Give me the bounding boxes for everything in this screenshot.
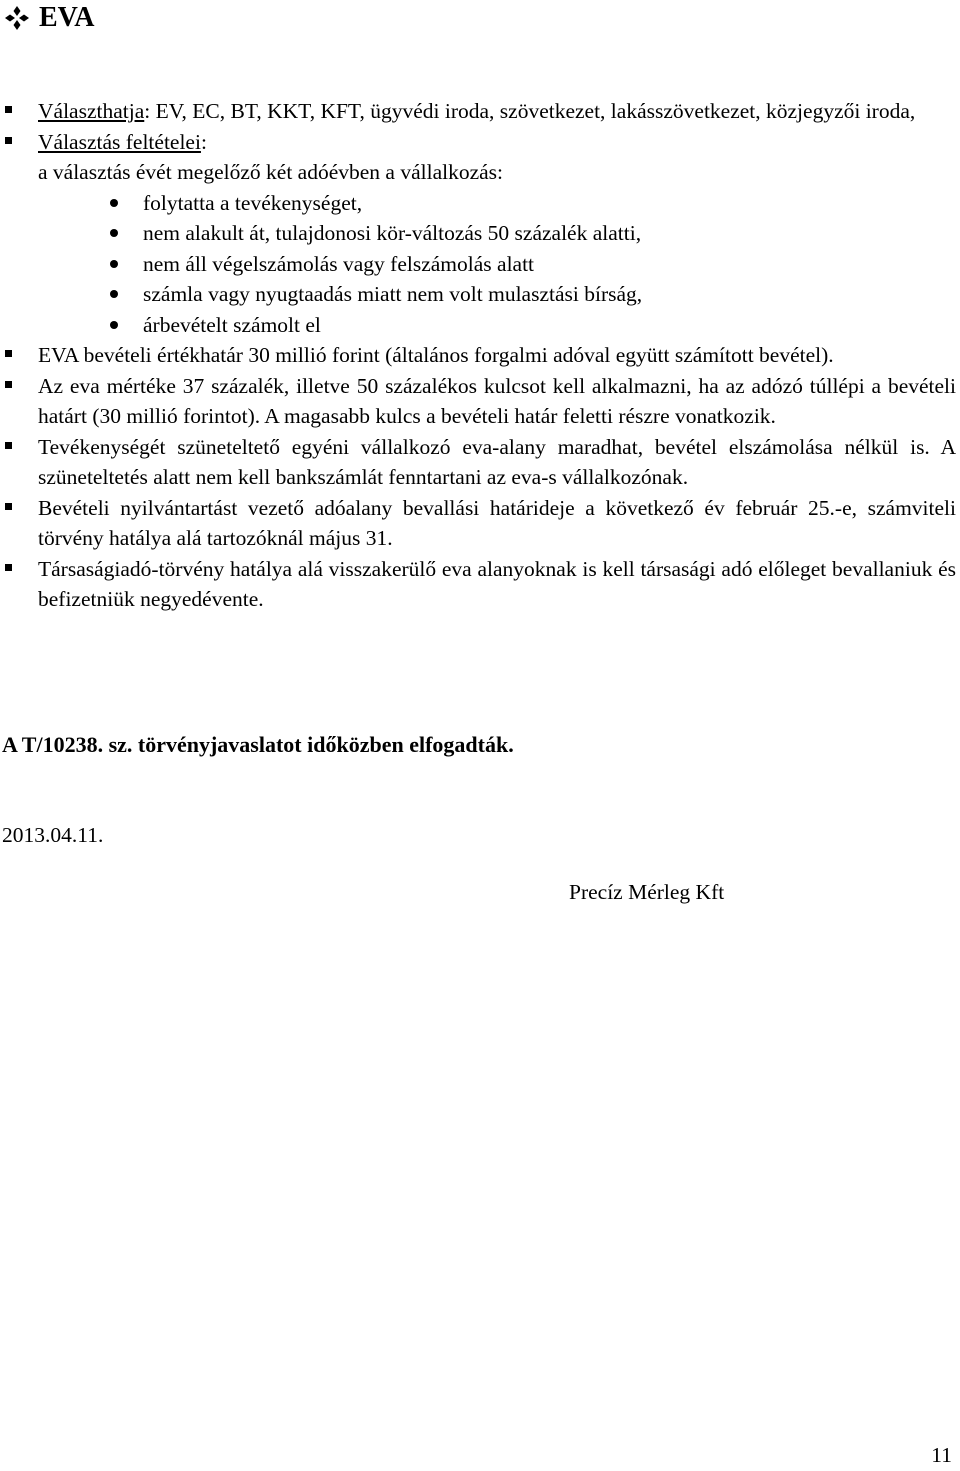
list-item — [0, 493, 956, 554]
square-bullet-icon — [5, 503, 12, 510]
section-title: EVA — [39, 2, 95, 33]
round-bullet-icon — [110, 229, 118, 237]
square-bullet-icon — [5, 106, 12, 113]
round-bullet-icon — [110, 290, 118, 298]
item-text: : EV, EC, BT, KKT, KFT, ügyvédi iroda, szövetkezet, lakásszövetkezet, közjegyzői iroda, — [144, 99, 916, 123]
item-text: : — [200, 129, 207, 154]
item-text: Az eva mértéke 37 százalék, illetve 50 százalékos kulcsot kell alkalmazni, ha az adózó túllépi a bevételi határt (30 millió forintot). A magasabb kulcs a bevételi határ feletti részre vonatkozik. — [38, 373, 956, 428]
item-text: Bevételi nyilvántartást vezető adóalany bevallási határideje a következő év február 25.-e, számviteli törvény hatálya alá tartozóknál május 31. — [38, 495, 956, 550]
condition-text: nem alakult át, tulajdonosi kör-változás 50 százalék alatti, — [143, 221, 642, 245]
square-bullet-icon — [5, 564, 12, 571]
item-label: Választás feltételei — [38, 129, 201, 154]
company-signature: Precíz Mérleg Kft — [569, 880, 725, 904]
round-bullet-icon — [110, 260, 118, 268]
condition-item — [0, 249, 960, 280]
condition-item — [0, 279, 960, 310]
list-item — [0, 554, 956, 615]
round-bullet-icon — [110, 321, 118, 329]
list-item — [0, 96, 956, 127]
round-bullet-icon — [110, 199, 118, 207]
conditions-intro: a választás évét megelőző két adóévben a vállalkozás: — [38, 160, 504, 184]
notice-text: A T/10238. sz. törvényjavaslatot időközben elfogadták. — [2, 732, 514, 757]
list-item — [0, 340, 956, 371]
section-heading — [4, 0, 95, 36]
item-label: Választhatja — [38, 99, 145, 123]
item-text: Társaságiadó-törvény hatálya alá visszakerülő eva alanyoknak is kell társasági adó előleget bevallaniuk és befizetniük negyedévente. — [38, 556, 956, 611]
list-item — [0, 371, 956, 432]
square-bullet-icon — [5, 381, 12, 388]
document-body — [0, 96, 960, 615]
list-item — [0, 432, 956, 493]
item-text: EVA bevételi értékhatár 30 millió forint (általános forgalmi adóval együtt számított bevétel). — [38, 343, 834, 367]
document-date: 2013.04.11. — [2, 823, 104, 847]
condition-text: nem áll végelszámolás vagy felszámolás alatt — [143, 251, 535, 276]
condition-item — [0, 310, 960, 341]
square-bullet-icon — [5, 137, 12, 144]
item-text: Tevékenységét szüneteltető egyéni vállalkozó eva-alany maradhat, bevétel elszámolása nélkül is. A szüneteltetés alatt nem kell bankszámlát fenntartani az eva-s vállalkozónak. — [38, 434, 956, 489]
condition-text: árbevételt számolt el — [143, 312, 321, 337]
diamond-bullet-icon — [4, 5, 30, 31]
condition-text: folytatta a tevékenységet, — [143, 190, 363, 215]
square-bullet-icon — [5, 442, 12, 449]
page-number: 11 — [931, 1443, 952, 1467]
condition-text: számla vagy nyugtaadás miatt nem volt mulasztási bírság, — [143, 282, 643, 306]
condition-item — [0, 188, 960, 219]
list-item — [0, 127, 956, 188]
square-bullet-icon — [5, 350, 12, 357]
condition-item — [0, 218, 960, 249]
